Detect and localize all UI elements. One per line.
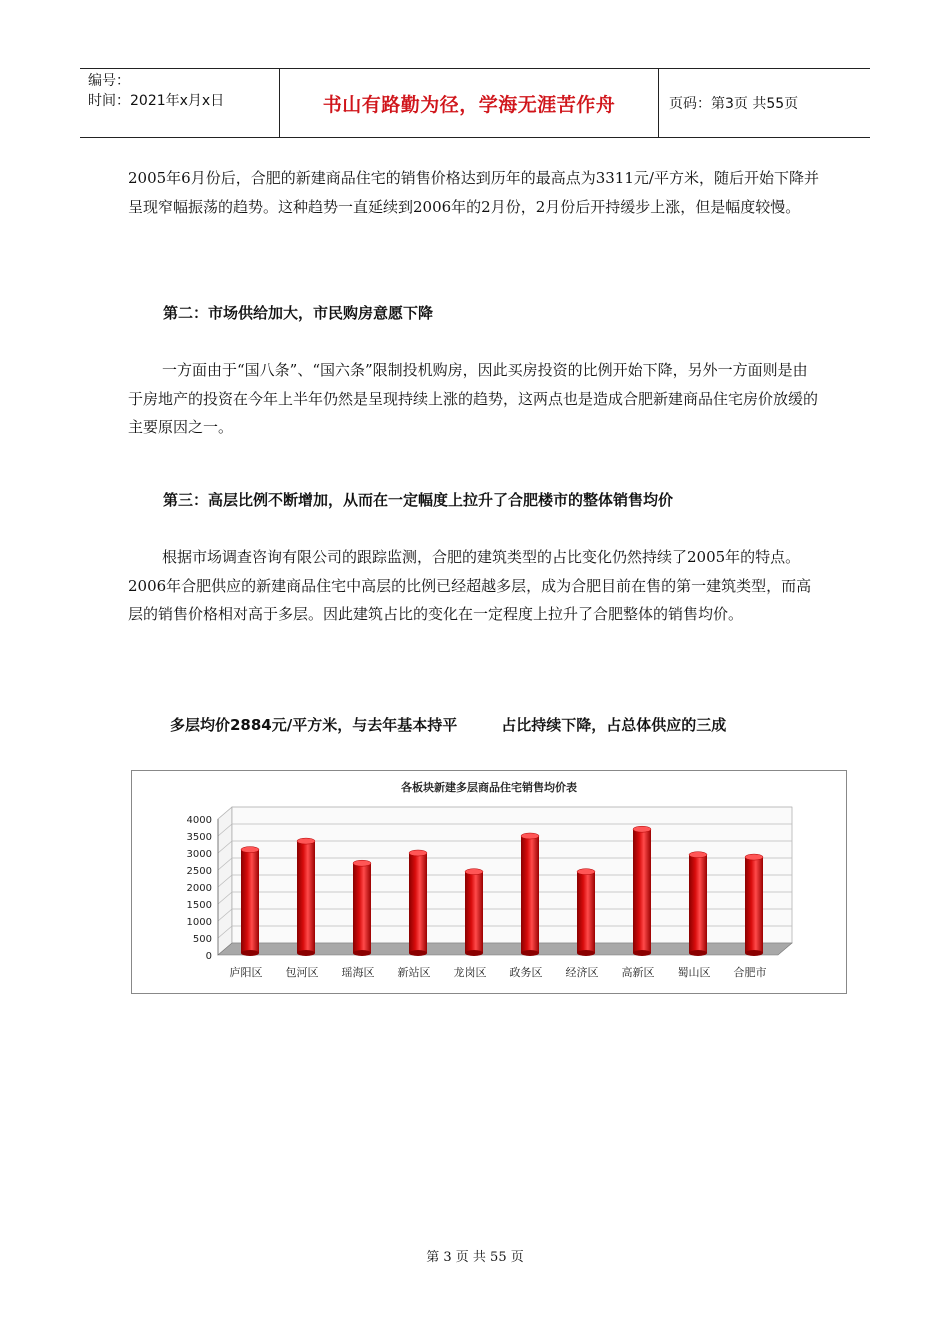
chart-xtick-label: 庐阳区	[229, 966, 263, 979]
document-time-label: 时间：2021年x月x日	[88, 93, 225, 109]
chart-bar	[353, 863, 371, 953]
chart-bar-base	[745, 950, 763, 956]
chart-xtick-label: 包河区	[285, 966, 319, 979]
page-header	[80, 68, 870, 138]
chart-bar	[465, 872, 483, 953]
chart-ytick-label: 0	[205, 951, 212, 962]
chart-bar-base	[689, 950, 707, 956]
paragraph-high-rise-ratio: 根据市场调查咨询有限公司的跟踪监测，合肥的建筑类型的占比变化仍然持续了2005年的特点。2006年合肥供应的新建商品住宅中高层的比例已经超越多层，成为合肥目前在售的第一建筑类型，而高层的销售价格相对高于多层。因此建筑占比的变化在一定程度上拉升了合肥整体的销售均价。	[128, 548, 812, 623]
chart-bar-base	[241, 950, 259, 956]
price-chart-svg	[132, 771, 846, 993]
chart-bar	[297, 841, 315, 953]
chart-ytick-label: 3000	[186, 849, 212, 860]
header-motto: 书山有路勤为径，学海无涯苦作舟	[280, 69, 659, 137]
chart-bar	[745, 857, 763, 953]
chart-xtick-label: 政务区	[509, 966, 543, 979]
chart-bar-top	[521, 833, 539, 839]
chart-bar-top	[409, 850, 427, 856]
chart-bar	[577, 872, 595, 953]
caption-right: 占比持续下降，占总体供应的三成	[501, 716, 727, 734]
paragraph-price-trend: 2005年6月份后，合肥的新建商品住宅的销售价格达到历年的最高点为3311元/平方米，随后开始下降并呈现窄幅振荡的趋势。这种趋势一直延续到2006年的2月份，2月份后开持缓步上涨，但是幅度较慢。	[128, 169, 819, 216]
document-number-label: 编号：	[88, 73, 130, 89]
chart-ytick-label: 3500	[186, 832, 212, 843]
chart-bar-top	[297, 838, 315, 844]
chart-ytick-label: 500	[192, 934, 212, 945]
chart-bar-top	[577, 869, 595, 875]
chart-bar-base	[465, 950, 483, 956]
header-page-info: 页码：第3页 共55页	[669, 96, 799, 112]
page-footer: 第 3 页 共 55 页	[426, 1250, 524, 1265]
heading-high-rise-ratio: 第三：高层比例不断增加，从而在一定幅度上拉升了合肥楼市的整体销售均价	[163, 491, 674, 509]
chart-xtick-label: 龙岗区	[453, 966, 487, 979]
chart-bar-top	[633, 826, 651, 832]
chart-bar-base	[297, 950, 315, 956]
chart-bar-top	[353, 860, 371, 866]
chart-ytick-label: 2000	[186, 883, 212, 894]
caption-left: 多层均价2884元/平方米，与去年基本持平	[170, 716, 458, 734]
chart-xtick-label: 蜀山区	[677, 966, 711, 979]
chart-bar-base	[633, 950, 651, 956]
chart-xtick-label: 高新区	[621, 966, 655, 979]
chart-bar-base	[353, 950, 371, 956]
chart-bar	[409, 853, 427, 953]
chart-bar-top	[745, 854, 763, 860]
chart-xtick-label: 合肥市	[733, 966, 767, 979]
chart-bar-base	[409, 950, 427, 956]
chart-bar-top	[241, 847, 259, 853]
chart-bar	[689, 855, 707, 953]
chart-bar	[241, 850, 259, 953]
chart-bar-top	[465, 869, 483, 875]
header-meta	[80, 69, 280, 137]
chart-bar-base	[577, 950, 595, 956]
price-chart	[131, 770, 847, 994]
chart-title: 各板块新建多层商品住宅销售均价表	[401, 781, 577, 794]
chart-ytick-label: 4000	[186, 815, 212, 826]
chart-bar-top	[689, 852, 707, 858]
chart-xtick-label: 瑶海区	[341, 966, 375, 979]
chart-ytick-label: 1000	[186, 917, 212, 928]
paragraph-market-supply: 一方面由于“国八条”、“国六条”限制投机购房，因此买房投资的比例开始下降，另外一方面则是由于房地产的投资在今年上半年仍然是呈现持续上涨的趋势，这两点也是造成合肥新建商品住宅房价放缓的主要原因之一。	[128, 361, 819, 436]
heading-market-supply: 第二：市场供给加大，市民购房意愿下降	[163, 304, 434, 322]
chart-bar	[633, 829, 651, 953]
chart-bar	[521, 836, 539, 953]
chart-ytick-label: 1500	[186, 900, 212, 911]
chart-ytick-label: 2500	[186, 866, 212, 877]
chart-bar-base	[521, 950, 539, 956]
chart-caption	[170, 714, 726, 735]
chart-xtick-label: 经济区	[565, 966, 599, 979]
chart-xtick-label: 新站区	[397, 966, 431, 979]
